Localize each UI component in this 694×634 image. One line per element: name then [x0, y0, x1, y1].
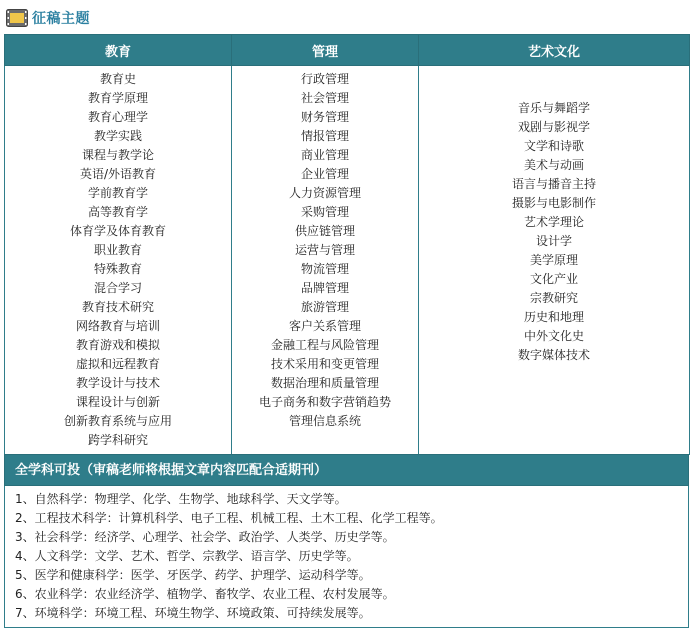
topic-item: 教学设计与技术 [75, 376, 160, 390]
topic-item: 高等教育学 [87, 205, 148, 219]
topic-item: 课程设计与创新 [75, 395, 160, 409]
section-title-bar [6, 8, 90, 28]
column-heading-management: 管理 [232, 35, 419, 66]
table-header-row [5, 35, 690, 66]
topic-item: 混合学习 [93, 281, 142, 295]
topic-item: 运营与管理 [294, 243, 355, 257]
topic-item: 教育技术研究 [81, 300, 154, 314]
topic-item: 音乐与舞蹈学 [517, 101, 590, 115]
discipline-item: 4、人文科学：文学、艺术、哲学、宗教学、语言学、历史学等。 [15, 549, 359, 563]
topic-item: 财务管理 [300, 110, 349, 124]
topic-item: 人力资源管理 [288, 186, 361, 200]
topic-item: 英语/外语教育 [79, 167, 157, 181]
topic-item: 教育心理学 [87, 110, 148, 124]
topic-item: 社会管理 [300, 91, 349, 105]
topic-item: 旅游管理 [300, 300, 349, 314]
topic-item: 摄影与电影制作 [511, 196, 596, 210]
topic-item: 体育学及体育教育 [69, 224, 166, 238]
discipline-item: 7、环境科学：环境工程、环境生物学、环境政策、可持续发展等。 [15, 606, 371, 620]
topic-item: 美术与动画 [523, 158, 584, 172]
topic-item: 语言与播音主持 [511, 177, 596, 191]
topic-item: 技术采用和变更管理 [270, 357, 379, 371]
topic-item: 职业教育 [93, 243, 142, 257]
topic-item: 艺术学理论 [523, 215, 584, 229]
topic-item: 文学和诗歌 [523, 139, 584, 153]
discipline-item: 1、自然科学：物理学、化学、生物学、地球科学、天文学等。 [15, 492, 347, 506]
topic-item: 数字媒体技术 [517, 348, 590, 362]
discipline-item: 5、医学和健康科学：医学、牙医学、药学、护理学、运动科学等。 [15, 568, 371, 582]
topic-item: 数据治理和质量管理 [270, 376, 379, 390]
topic-item: 跨学科研究 [87, 433, 148, 447]
topic-item: 网络教育与培训 [75, 319, 160, 333]
topic-item: 中外文化史 [523, 329, 584, 343]
topic-item: 企业管理 [300, 167, 349, 181]
topic-item: 美学原理 [529, 253, 578, 267]
topic-item: 商业管理 [300, 148, 349, 162]
column-education [5, 66, 232, 455]
topic-item: 管理信息系统 [288, 414, 361, 428]
topic-item: 物流管理 [300, 262, 349, 276]
topic-item: 教育学原理 [87, 91, 148, 105]
topic-item: 行政管理 [300, 72, 349, 86]
topic-item: 教学实践 [93, 129, 142, 143]
topic-item: 虚拟和远程教育 [75, 357, 160, 371]
arts-culture-topic-list [419, 99, 689, 365]
column-heading-education: 教育 [5, 35, 232, 66]
all-disciplines-list [15, 490, 688, 623]
topic-item: 金融工程与风险管理 [270, 338, 379, 352]
topic-item: 情报管理 [300, 129, 349, 143]
column-arts-culture [419, 66, 690, 455]
topic-item: 品牌管理 [300, 281, 349, 295]
education-topic-list [5, 70, 231, 450]
all-disciplines-box [4, 486, 689, 628]
topic-item: 课程与教学论 [81, 148, 154, 162]
topic-item: 历史和地理 [523, 310, 584, 324]
page-title: 征稿主题 [32, 11, 90, 27]
topic-item: 供应链管理 [294, 224, 355, 238]
topic-item: 教育游戏和模拟 [75, 338, 160, 352]
topic-item: 文化产业 [529, 272, 578, 286]
column-management [232, 66, 419, 455]
topic-item: 客户关系管理 [288, 319, 361, 333]
topic-item: 学前教育学 [87, 186, 148, 200]
discipline-item: 2、工程技术科学：计算机科学、电子工程、机械工程、土木工程、化学工程等。 [15, 511, 443, 525]
topic-item: 电子商务和数字营销趋势 [258, 395, 391, 409]
discipline-item: 3、社会科学：经济学、心理学、社会学、政治学、人类学、历史学等。 [15, 530, 395, 544]
discipline-item: 6、农业科学：农业经济学、植物学、畜牧学、农业工程、农村发展等。 [15, 587, 395, 601]
column-heading-arts-culture: 艺术文化 [419, 35, 690, 66]
topic-item: 采购管理 [300, 205, 349, 219]
table-body-row [5, 66, 690, 455]
topic-item: 设计学 [535, 234, 572, 248]
all-disciplines-heading: 全学科可投（审稿老师将根据文章内容匹配合适期刊） [4, 454, 689, 486]
topic-item: 创新教育系统与应用 [63, 414, 172, 428]
management-topic-list [232, 70, 418, 431]
topic-item: 宗教研究 [529, 291, 578, 305]
topic-item: 特殊教育 [93, 262, 142, 276]
topic-item: 戏剧与影视学 [517, 120, 590, 134]
topic-item: 教育史 [99, 72, 136, 86]
topics-table [4, 34, 690, 455]
film-strip-icon [6, 9, 28, 27]
